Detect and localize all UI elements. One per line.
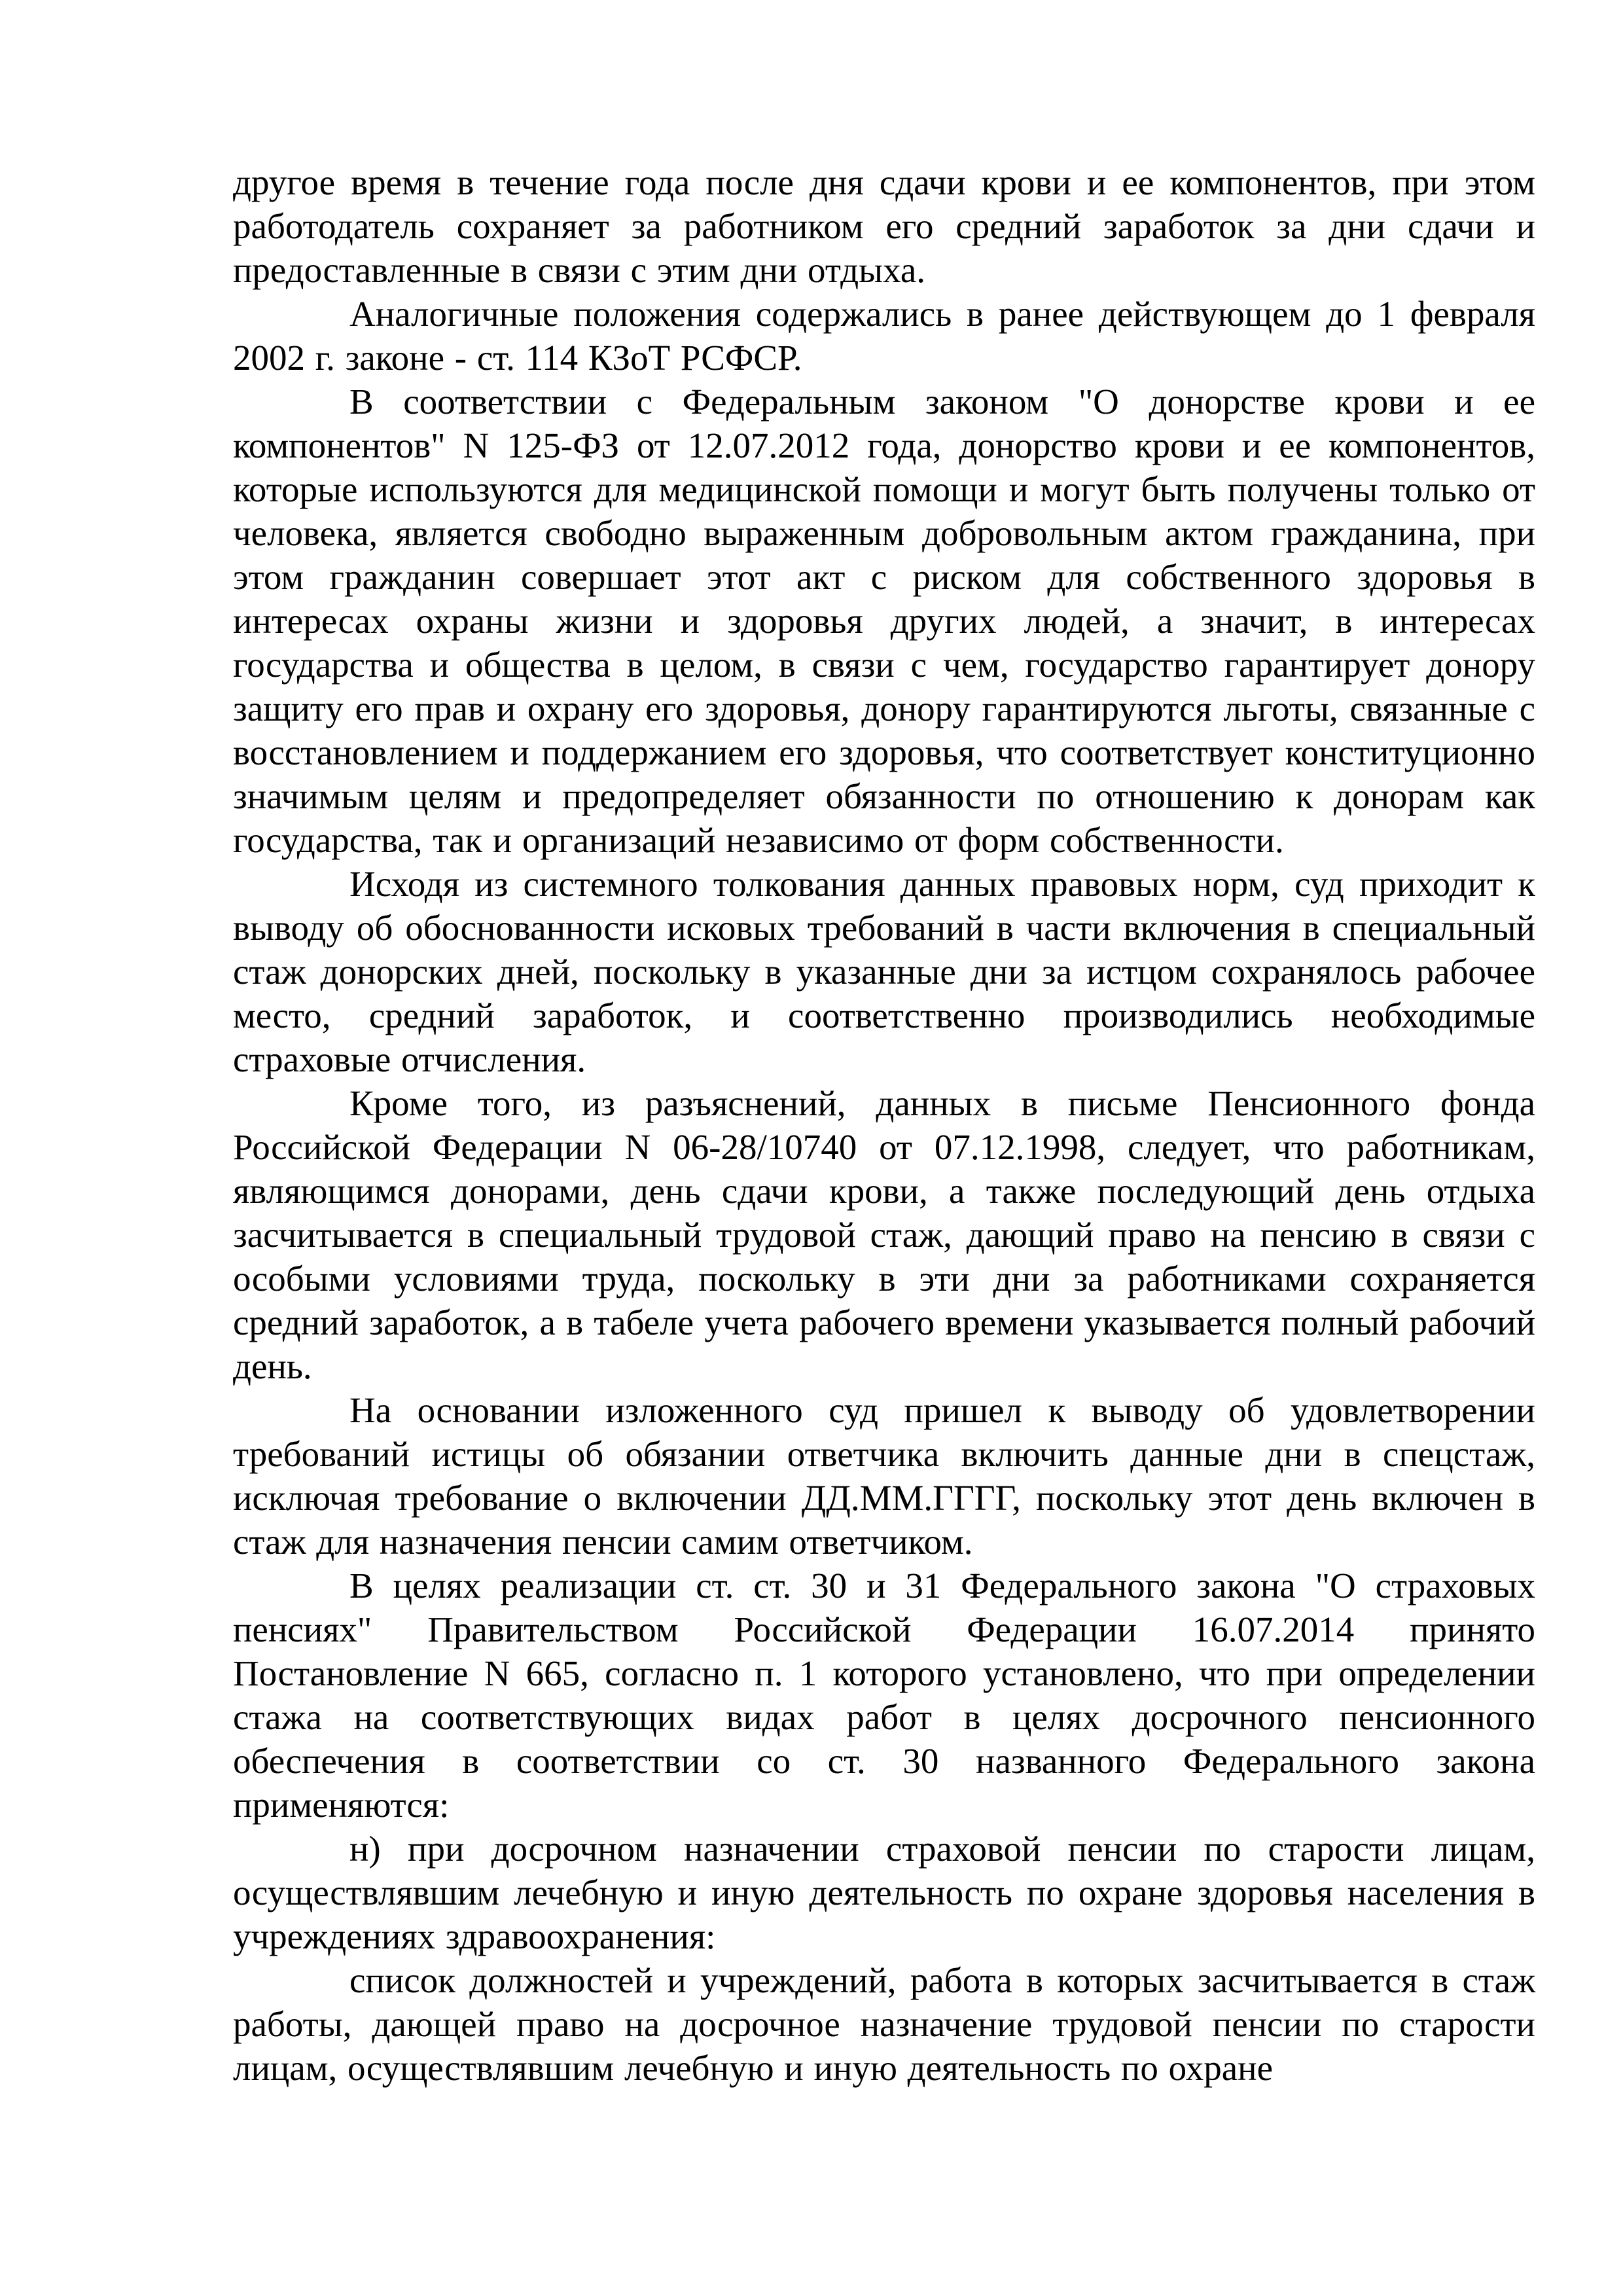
paragraph-court-conclusion-special-stazh: Исходя из системного толкования данных правовых норм, суд приходит к выводу об обоснованности исковых требований в части включения в специальный стаж донорских дней, поскольку в указанные дни за истцом сохранялось рабочее место, средний заработок, и соответственно производились необходимые страховые отчисления. (233, 864, 1535, 1079)
paragraph-list-of-positions: список должностей и учреждений, работа в которых засчитывается в стаж работы, дающей право на досрочное назначение трудовой пенсии по старости лицам, осуществлявшим лечебную и иную деятельность по охране (233, 1960, 1535, 2088)
paragraph-kzot-rsfsr: Аналогичные положения содержались в ранее действующем до 1 февраля 2002 г. законе - ст. 114 КЗоТ РСФСР. (233, 294, 1535, 378)
paragraph-item-n-early-pension: н) при досрочном назначении страховой пенсии по старости лицам, осуществлявшим лечебную и иную деятельность по охране здоровья населения в учреждениях здравоохранения: (233, 1829, 1535, 1956)
paragraph-court-decision-specstazh: На основании изложенного суд пришел к выводу об удовлетворении требований истицы об обязании ответчика включить данные дни в спецстаж, исключая требование о включении ДД.ММ.ГГГГ, поскольку этот день включен в стаж для назначения пенсии самим ответчиком. (233, 1390, 1535, 1562)
paragraph-continuation-donor-days: другое время в течение года после дня сдачи крови и ее компонентов, при этом работодатель сохраняет за работником его средний заработок за дни сдачи и предоставленные в связи с этим дни отдыха. (233, 162, 1535, 290)
paragraph-pension-fund-letter: Кроме того, из разъяснений, данных в письме Пенсионного фонда Российской Федерации N 06-28/10740 от 07.12.1998, следует, что работникам, являющимся донорами, день сдачи крови, а также последующий день отдыха засчитывается в специальный трудовой стаж, дающий право на пенсию в связи с особыми условиями труда, поскольку в эти дни за работниками сохраняется средний заработок, а в табеле учета рабочего времени указывается полный рабочий день. (233, 1083, 1535, 1386)
paragraph-resolution-665: В целях реализации ст. ст. 30 и 31 Федерального закона "О страховых пенсиях" Правительством Российской Федерации 16.07.2014 принято Постановление N 665, согласно п. 1 которого установлено, что при определении стажа на соответствующих видах работ в целях досрочного пенсионного обеспечения в соответствии со ст. 30 названного Федерального закона применяются: (233, 1566, 1535, 1825)
paragraph-federal-law-125-fz: В соответствии с Федеральным законом "О донорстве крови и ее компонентов" N 125-ФЗ от 12.07.2012 года, донорство крови и ее компонентов, которые используются для медицинской помощи и могут быть получены только от человека, является свободно выраженным добровольным актом гражданина, при этом гражданин совершает этот акт с риском для собственного здоровья в интересах охраны жизни и здоровья других людей, а значит, в интересах государства и общества в целом, в связи с чем, государство гарантирует донору защиту его прав и охрану его здоровья, донору гарантируются льготы, связанные с восстановлением и поддержанием его здоровья, что соответствует конституционно значимым целям и предопределяет обязанности по отношению к донорам как государства, так и организаций независимо от форм собственности. (233, 382, 1535, 860)
